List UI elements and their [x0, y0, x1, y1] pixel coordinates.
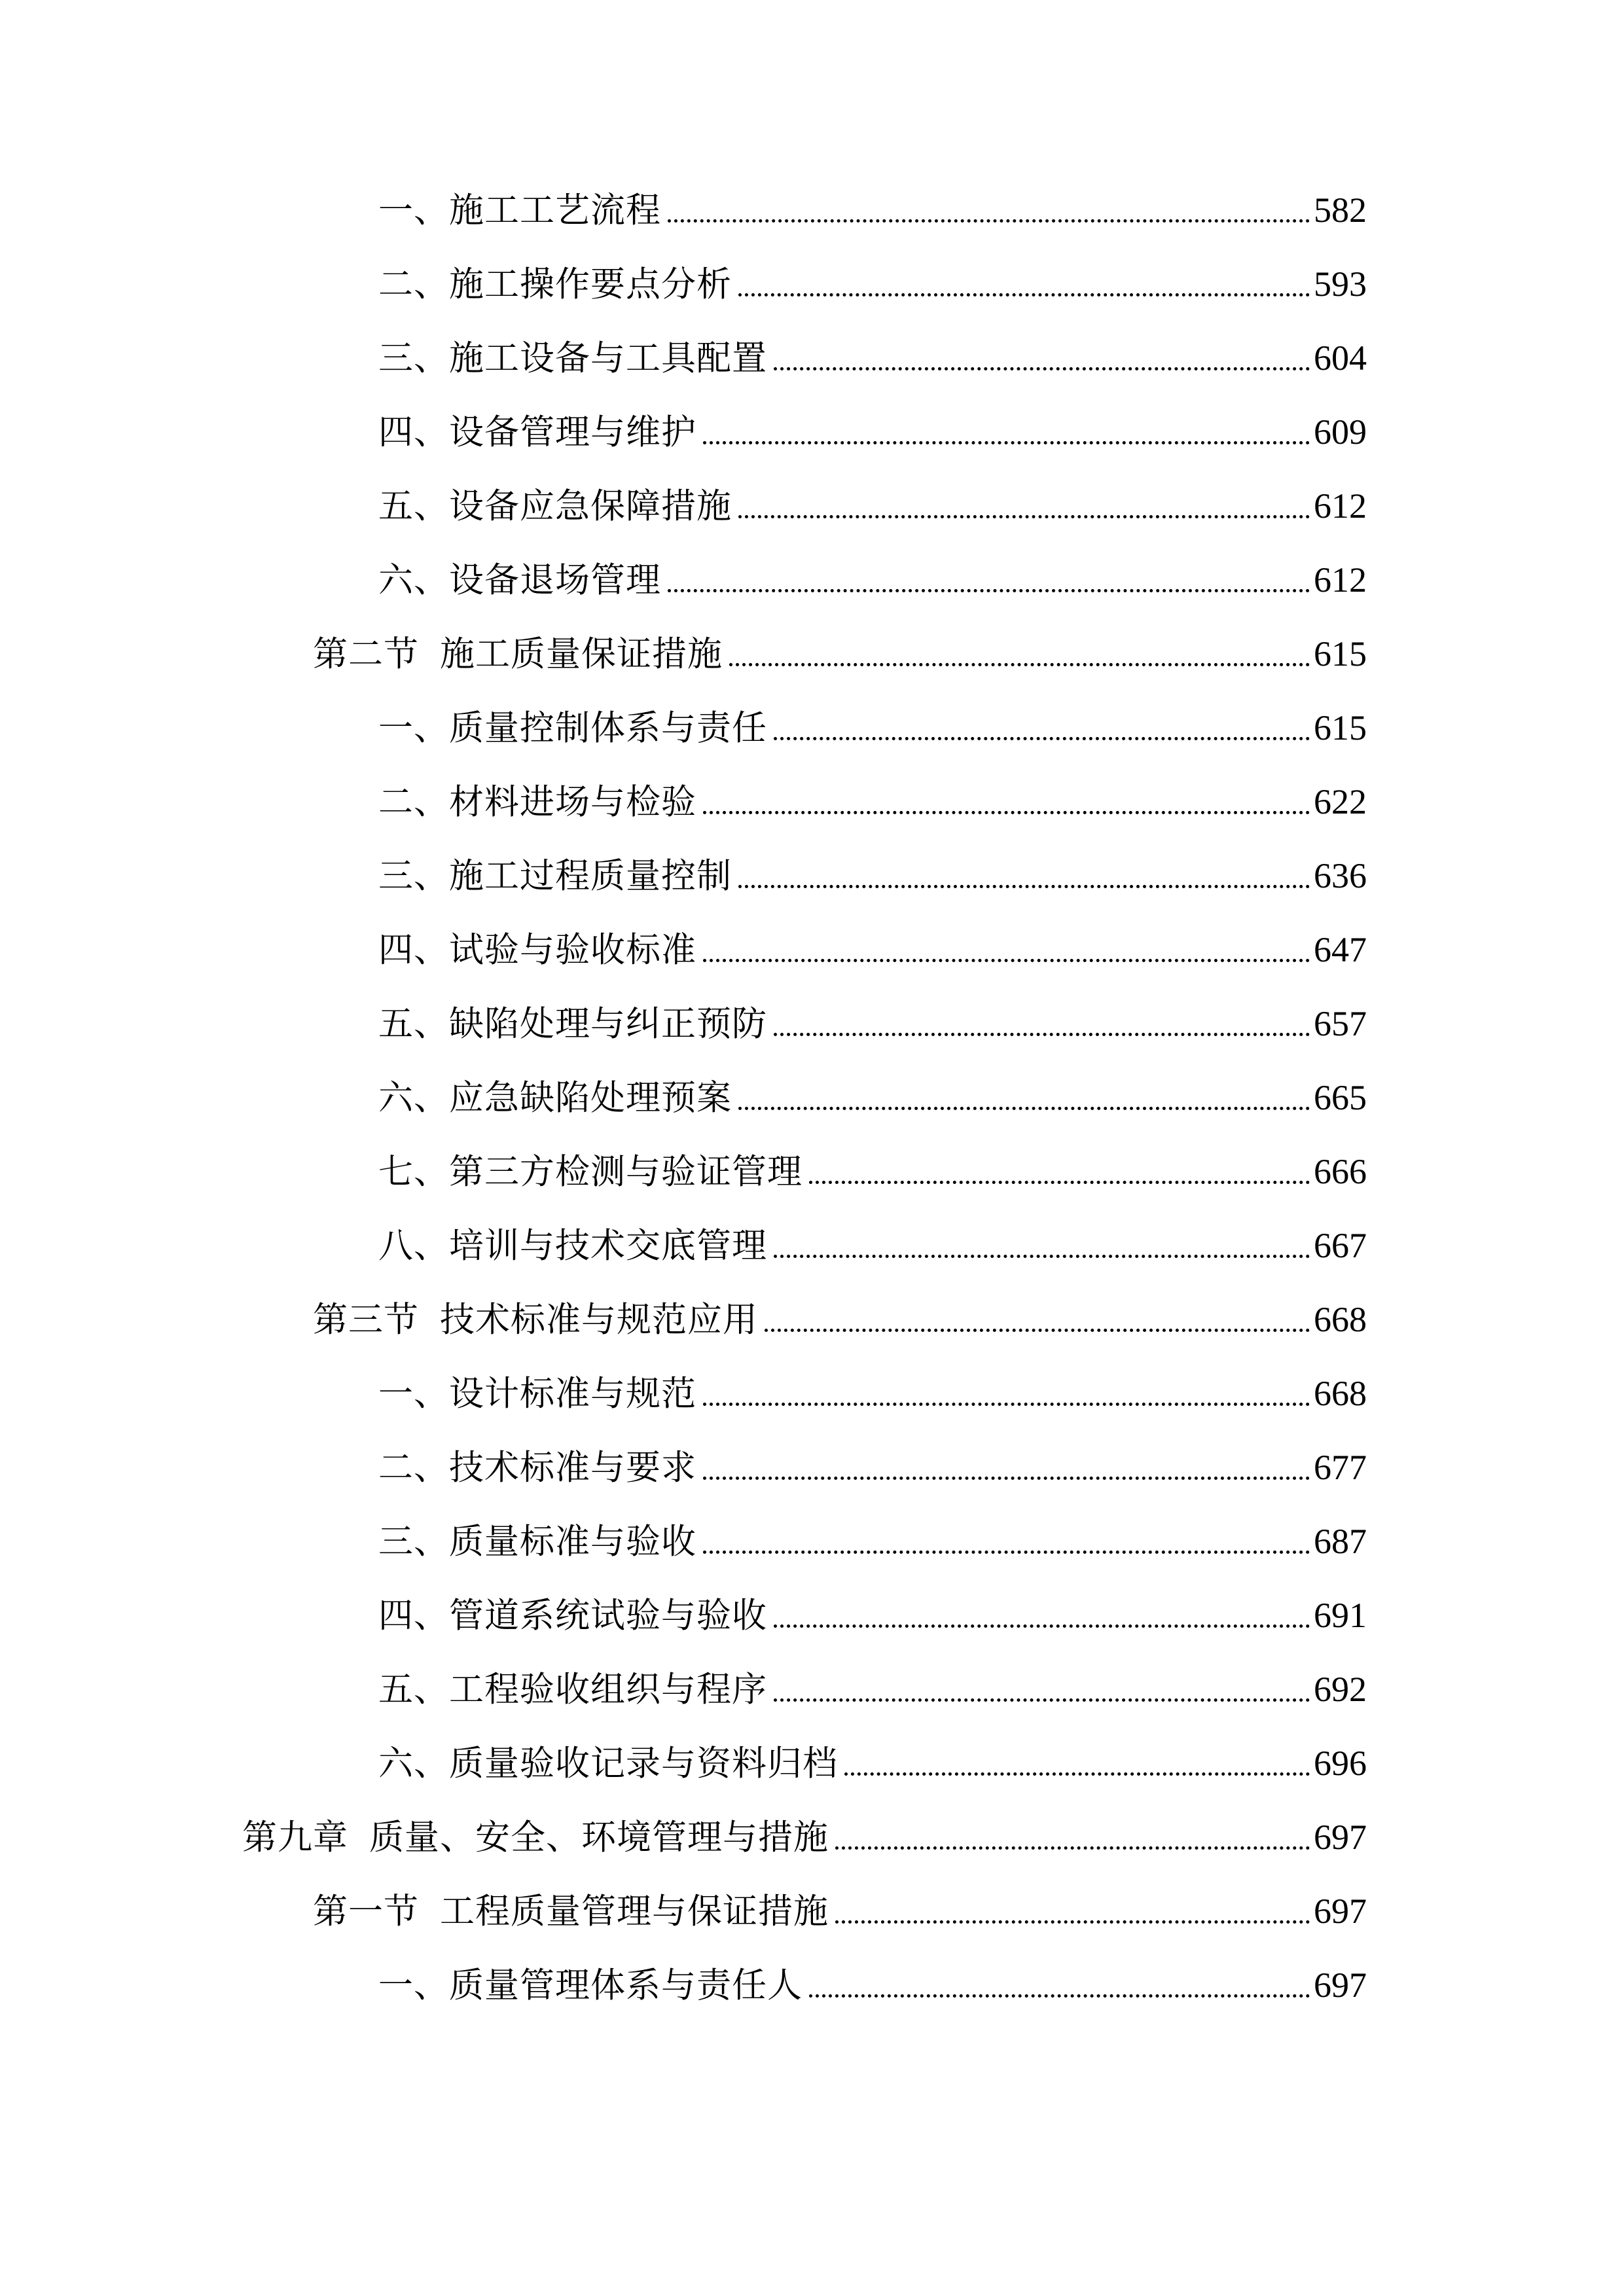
dot-leader	[703, 1403, 1310, 1406]
toc-entry-label: 第二节	[313, 634, 419, 674]
toc-entry-title: 一、质量管理体系与责任人	[378, 1965, 803, 2005]
dot-leader	[844, 1772, 1310, 1776]
dot-leader	[835, 1846, 1310, 1850]
toc-entry[interactable]	[378, 1347, 1367, 1412]
toc-entry-page: 582	[1314, 190, 1367, 230]
toc-entry-label: 第三节	[313, 1300, 419, 1340]
toc-chapter-entry[interactable]	[242, 1791, 1367, 1856]
toc-entry-text: 施工质量保证措施	[440, 634, 723, 674]
toc-entry[interactable]	[378, 1495, 1367, 1560]
toc-entry-title: 五、缺陷处理与纠正预防	[378, 1004, 767, 1044]
toc-entry-title: 五、工程验收组织与程序	[378, 1670, 767, 1710]
dot-leader	[774, 1624, 1310, 1628]
toc-entry[interactable]	[378, 164, 1367, 229]
dot-leader	[738, 885, 1310, 888]
dot-leader	[738, 1107, 1310, 1110]
toc-entry-page: 696	[1314, 1744, 1367, 1783]
toc-entry-text: 质量、安全、环境管理与措施	[369, 1818, 829, 1857]
toc-entry-page: 691	[1314, 1596, 1367, 1635]
toc-entry[interactable]	[378, 386, 1367, 451]
toc-entry-page: 615	[1314, 708, 1367, 747]
dot-leader	[703, 441, 1310, 444]
toc-entry-page: 677	[1314, 1448, 1367, 1487]
toc-entry-title: 一、质量控制体系与责任	[378, 708, 767, 748]
toc-section-entry[interactable]	[313, 607, 1367, 673]
toc-entry-page: 612	[1314, 560, 1367, 600]
toc-entry[interactable]	[378, 977, 1367, 1043]
toc-entry-page: 668	[1314, 1300, 1367, 1339]
toc-entry[interactable]	[378, 238, 1367, 303]
toc-entry[interactable]	[378, 459, 1367, 525]
toc-entry[interactable]	[378, 1051, 1367, 1117]
toc-entry-page: 604	[1314, 338, 1367, 378]
toc-entry-title: 二、技术标准与要求	[378, 1448, 696, 1488]
toc-entry-page: 668	[1314, 1374, 1367, 1413]
toc-entry[interactable]	[378, 1717, 1367, 1782]
toc-entry[interactable]	[378, 1421, 1367, 1486]
toc-entry-title: 二、施工操作要点分析	[378, 264, 732, 304]
toc-entry-page: 692	[1314, 1670, 1367, 1709]
toc-entry-page: 593	[1314, 264, 1367, 304]
dot-leader	[703, 811, 1310, 814]
toc-entry-title: 八、培训与技术交底管理	[378, 1226, 767, 1266]
toc-entry-page: 697	[1314, 1892, 1367, 1931]
toc-entry[interactable]	[378, 1643, 1367, 1708]
toc-entry[interactable]	[378, 1125, 1367, 1191]
toc-entry-title: 一、施工工艺流程	[378, 190, 661, 230]
toc-entry-page: 615	[1314, 634, 1367, 673]
toc-entry-text: 工程质量管理与保证措施	[440, 1892, 829, 1931]
toc-entry-title: 六、质量验收记录与资料归档	[378, 1744, 838, 1784]
dot-leader	[774, 1698, 1310, 1702]
dot-leader	[774, 1255, 1310, 1258]
toc-entry-page: 687	[1314, 1522, 1367, 1561]
dot-leader	[729, 663, 1310, 666]
dot-leader	[835, 1920, 1310, 1924]
toc-entry-text: 技术标准与规范应用	[440, 1300, 758, 1340]
toc-entry[interactable]	[378, 1199, 1367, 1265]
toc-entry-title	[313, 1302, 758, 1338]
toc-entry-title	[313, 1894, 829, 1930]
toc-entry[interactable]	[378, 1569, 1367, 1634]
dot-leader	[738, 515, 1310, 518]
toc-entry[interactable]	[378, 312, 1367, 377]
toc-entry[interactable]	[378, 681, 1367, 747]
toc-entry-title: 五、设备应急保障措施	[378, 486, 732, 526]
toc-entry-title: 三、施工过程质量控制	[378, 856, 732, 896]
dot-leader	[765, 1329, 1310, 1332]
dot-leader	[668, 219, 1310, 223]
toc-entry-page: 622	[1314, 782, 1367, 821]
toc-entry-title: 六、应急缺陷处理预案	[378, 1078, 732, 1118]
toc-entry-page: 609	[1314, 412, 1367, 452]
toc-entry-title	[242, 1820, 829, 1856]
toc-entry-title: 四、设备管理与维护	[378, 412, 696, 452]
dot-leader	[774, 737, 1310, 740]
toc-entry-page: 697	[1314, 1965, 1367, 2005]
dot-leader	[668, 589, 1310, 592]
dot-leader	[774, 367, 1310, 370]
toc-entry-title: 四、试验与验收标准	[378, 930, 696, 970]
toc-entry[interactable]	[378, 533, 1367, 599]
toc-entry-page: 636	[1314, 856, 1367, 895]
toc-entry-title: 七、第三方检测与验证管理	[378, 1152, 803, 1192]
toc-section-entry[interactable]	[313, 1865, 1367, 1930]
dot-leader	[774, 1033, 1310, 1036]
toc-entry-page: 697	[1314, 1818, 1367, 1857]
dot-leader	[703, 959, 1310, 962]
toc-entry[interactable]	[378, 903, 1367, 969]
toc-entry-title: 三、质量标准与验收	[378, 1522, 696, 1562]
toc-entry-title	[313, 634, 723, 674]
toc-entry-title: 四、管道系统试验与验收	[378, 1596, 767, 1636]
toc-section-entry[interactable]	[313, 1273, 1367, 1338]
toc-entry-page: 667	[1314, 1226, 1367, 1265]
dot-leader	[703, 1551, 1310, 1554]
dot-leader	[703, 1477, 1310, 1480]
toc-entry-label: 第一节	[313, 1892, 419, 1931]
toc-entry-page: 612	[1314, 486, 1367, 526]
toc-entry-title: 一、设计标准与规范	[378, 1374, 696, 1414]
dot-leader	[809, 1994, 1310, 1998]
toc-entry[interactable]	[378, 755, 1367, 821]
toc-entry-page: 657	[1314, 1004, 1367, 1043]
toc-entry-page: 665	[1314, 1078, 1367, 1117]
toc-entry-title: 六、设备退场管理	[378, 560, 661, 600]
toc-entry-page: 666	[1314, 1152, 1367, 1191]
toc-entry-title: 三、施工设备与工具配置	[378, 338, 767, 378]
dot-leader	[809, 1181, 1310, 1184]
toc-entry-page: 647	[1314, 930, 1367, 969]
toc-entry-label: 第九章	[242, 1818, 348, 1857]
toc-entry[interactable]	[378, 829, 1367, 895]
dot-leader	[738, 293, 1310, 296]
toc-entry-title: 二、材料进场与检验	[378, 782, 696, 822]
toc-entry[interactable]	[378, 1939, 1367, 2004]
